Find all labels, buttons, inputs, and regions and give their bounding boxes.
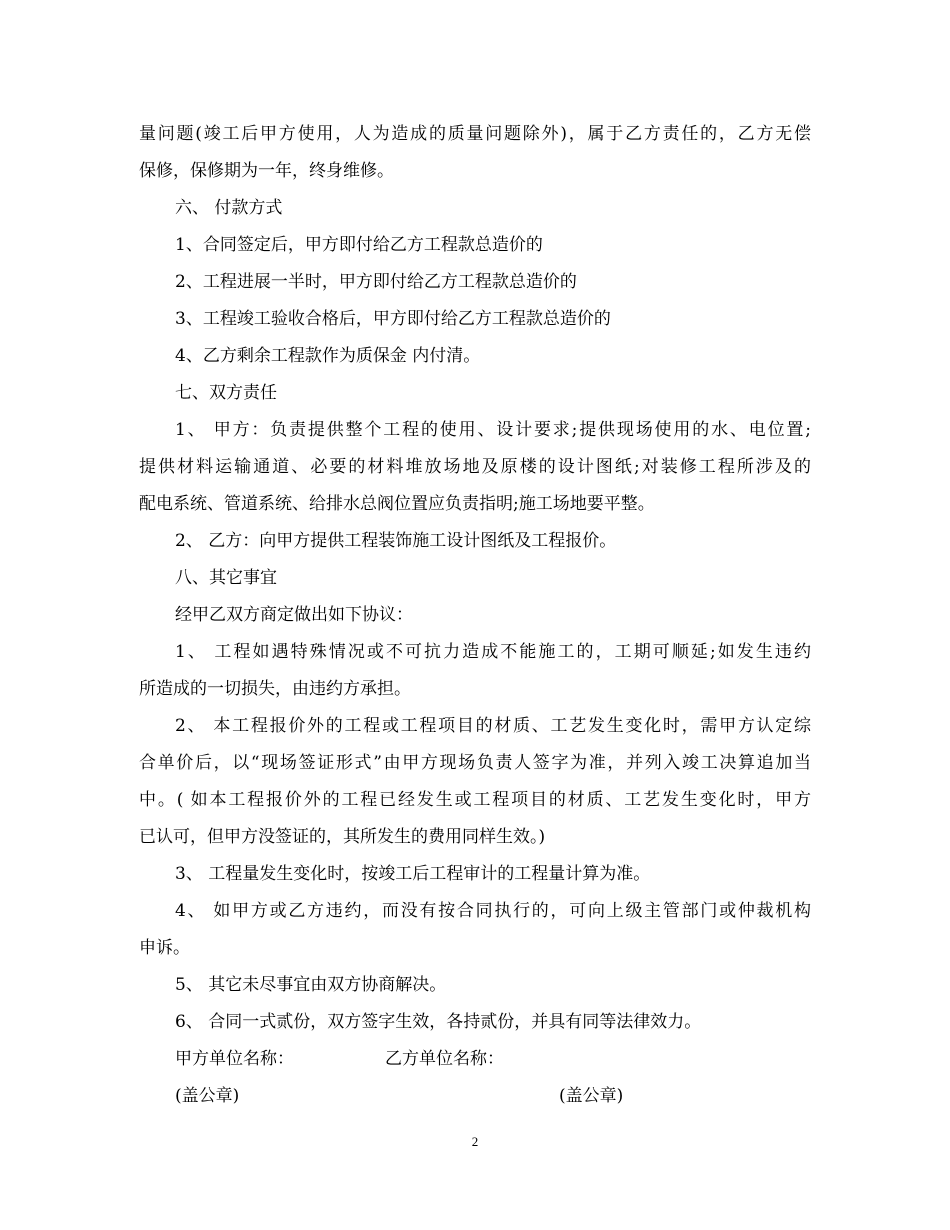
- paragraph-line: 量问题(竣工后甲方使用，人为造成的质量问题除外)，属于乙方责任的，乙方无偿: [139, 124, 811, 144]
- agreement-item-4: 4、 如甲方或乙方违约，而没有按合同执行的，可向上级主管部门或仲裁机构: [175, 901, 811, 921]
- page-number: 2: [471, 1134, 479, 1149]
- agreement-item-2: 2、 本工程报价外的工程或工程项目的材质、工艺发生变化时，需甲方认定综: [175, 716, 811, 736]
- responsibility-party-b: 2、 乙方：向甲方提供工程装饰施工设计图纸及工程报价。: [175, 531, 617, 551]
- agreement-item-1: 1、 工程如遇特殊情况或不可抗力造成不能施工的，工期可顺延;如发生违约: [175, 642, 811, 662]
- party-b-seal-label: (盖公章): [559, 1086, 624, 1106]
- paragraph-line: 提供材料运输通道、必要的材料堆放场地及原楼的设计图纸;对装修工程所涉及的: [139, 457, 811, 477]
- paragraph-line: 申诉。: [139, 938, 190, 958]
- payment-item-3: 3、工程竣工验收合格后，甲方即付给乙方工程款总造价的: [175, 309, 611, 329]
- paragraph-line: 所造成的一切损失，由违约方承担。: [139, 679, 411, 699]
- agreement-item-3: 3、 工程量发生变化时，按竣工后工程审计的工程量计算为准。: [175, 864, 651, 884]
- section-heading-other-matters: 八、其它事宜: [175, 568, 277, 588]
- agreement-intro: 经甲乙双方商定做出如下协议：: [175, 605, 413, 625]
- payment-item-1: 1、合同签定后，甲方即付给乙方工程款总造价的: [175, 235, 543, 255]
- signature-name-row: [139, 1041, 811, 1078]
- payment-item-2: 2、工程进展一半时，甲方即付给乙方工程款总造价的: [175, 272, 577, 292]
- party-a-seal-label: (盖公章): [175, 1086, 240, 1106]
- agreement-item-5: 5、 其它未尽事宜由双方协商解决。: [175, 975, 447, 995]
- document-body: [139, 116, 811, 1115]
- payment-item-4: 4、乙方剩余工程款作为质保金 内付清。: [175, 346, 481, 366]
- agreement-item-6: 6、 合同一式贰份，双方签字生效，各持贰份，并具有同等法律效力。: [175, 1012, 702, 1032]
- section-heading-responsibilities: 七、双方责任: [175, 383, 277, 403]
- paragraph-line: 已认可，但甲方没签证的，其所发生的费用同样生效。): [139, 827, 546, 847]
- paragraph-line: 合单价后，以“现场签证形式”由甲方现场负责人签字为准，并列入竣工决算追加当: [139, 753, 811, 773]
- party-b-name-label: 乙方单位名称：: [385, 1049, 504, 1069]
- section-heading-payment: 六、 付款方式: [175, 198, 283, 218]
- responsibility-party-a: 1、 甲方：负责提供整个工程的使用、设计要求;提供现场使用的水、电位置;: [175, 420, 811, 440]
- paragraph-line: 中。( 如本工程报价外的工程已经发生或工程项目的材质、工艺发生变化时，甲方: [139, 790, 811, 810]
- paragraph-line: 保修，保修期为一年，终身维修。: [139, 161, 394, 181]
- party-a-name-label: 甲方单位名称：: [175, 1049, 294, 1069]
- paragraph-line: 配电系统、管道系统、给排水总阀位置应负责指明;施工场地要平整。: [139, 494, 655, 514]
- signature-seal-row: [139, 1078, 811, 1115]
